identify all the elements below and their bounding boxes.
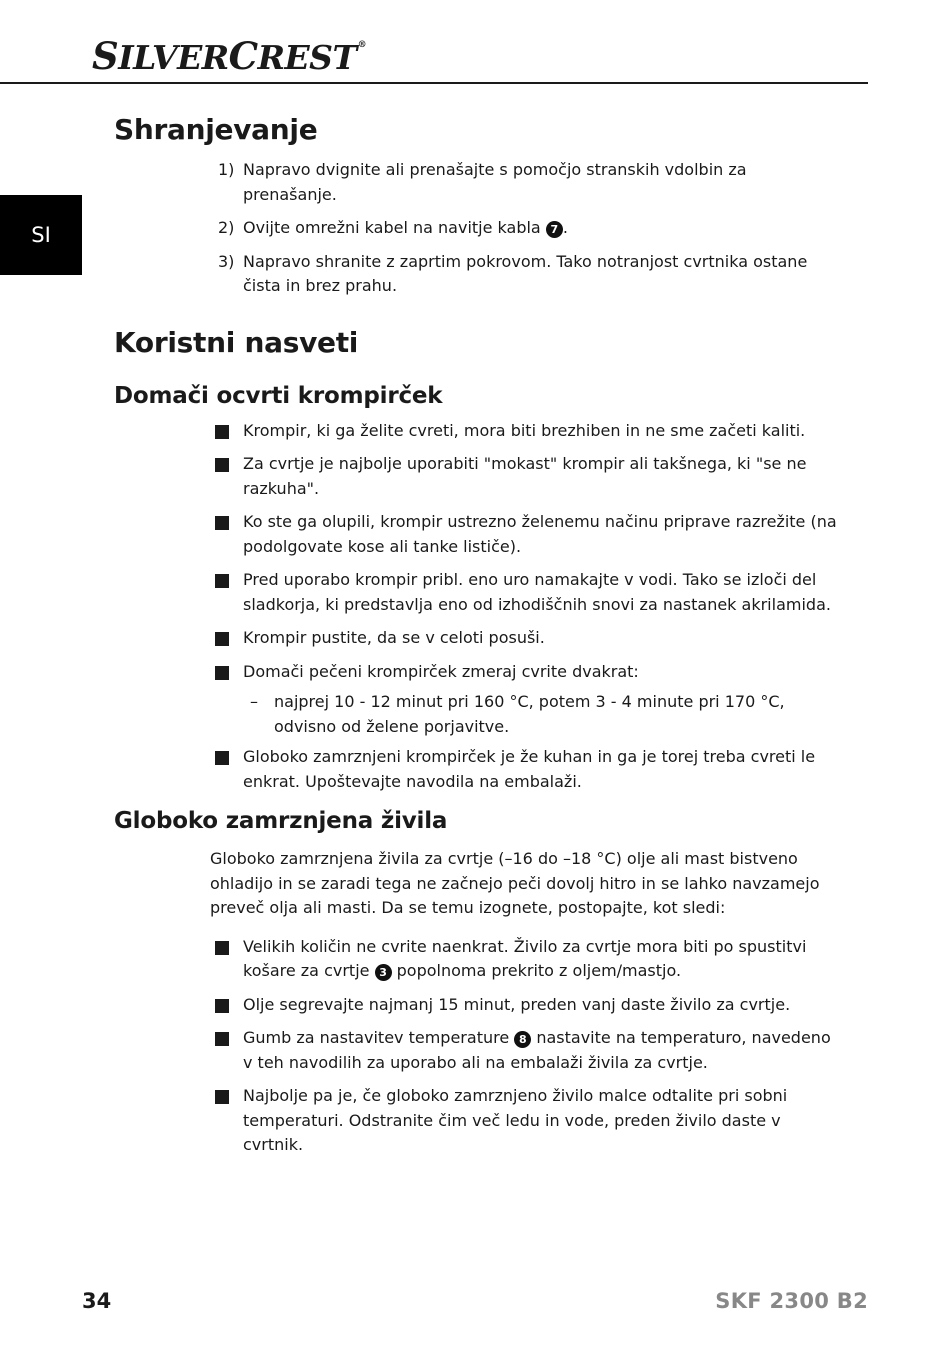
- list-item: [215, 510, 844, 559]
- subsection-title-fries: Domači ocvrti krompirček: [114, 382, 443, 409]
- header-rule: [0, 82, 868, 84]
- logo-text-rest: REST: [257, 38, 357, 77]
- tip-text: Krompir pustite, da se v celoti posuši.: [243, 628, 545, 647]
- tip-text-end: popolnoma prekrito z oljem/mastjo.: [391, 961, 682, 980]
- bullet-square-icon: [215, 1032, 229, 1046]
- list-item: [215, 935, 844, 984]
- step-number: 3): [218, 251, 235, 271]
- list-item: [218, 158, 844, 207]
- bullet-square-icon: [215, 516, 229, 530]
- list-item: [215, 626, 844, 651]
- subsection-title-frozen: Globoko zamrznjena živila: [114, 808, 448, 834]
- list-item: [218, 250, 844, 299]
- registered-mark: ®: [357, 40, 367, 50]
- step-text: Napravo shranite z zaprtim pokrovom. Tako notranjost cvrtnika ostane čista in brez prahu.: [243, 251, 808, 295]
- tip-text: Pred uporabo krompir pribl. eno uro namakajte v vodi. Tako se izloči del sladkorja, ki predstavlja eno od izhodiščnih snovi za nastanek akrilamida.: [243, 570, 831, 614]
- step-text-end: .: [562, 218, 568, 237]
- sub-list-item: [250, 690, 844, 739]
- list-item: [215, 1084, 844, 1158]
- bullet-square-icon: [215, 751, 229, 765]
- list-item: [215, 452, 844, 501]
- frozen-intro-paragraph: Globoko zamrznjena živila za cvrtje (–16 do –18 °C) olje ali mast bistveno ohladijo in se zaradi tega ne začnejo peči dovolj hitro in se lahko navzamejo preveč olja ali masti. Da se temu izognete, postopajte, kot sledi:: [210, 849, 820, 917]
- part-reference-badge: 3: [375, 964, 392, 981]
- sub-tip-text: najprej 10 - 12 minut pri 160 °C, potem 3 - 4 minute pri 170 °C, odvisno od želene porjavitve.: [274, 692, 785, 736]
- logo-letter-c: C: [228, 34, 258, 78]
- list-item: [215, 568, 844, 617]
- tip-text: Za cvrtje je najbolje uporabiti "mokast" krompir ali takšnega, ki "se ne razkuha".: [243, 454, 807, 498]
- storage-steps: [114, 158, 844, 299]
- brand-logo: [92, 34, 366, 78]
- section-title-tips: Koristni nasveti: [114, 325, 359, 359]
- bullet-square-icon: [215, 425, 229, 439]
- fries-tips-list: [114, 419, 844, 685]
- logo-letter-s: S: [92, 34, 119, 78]
- tip-text: Gumb za nastavitev temperature: [243, 1028, 515, 1047]
- tip-text-end: nastavite na temperaturo, navedeno v teh navodilih za uporabo ali na embalaži živila za cvrtje.: [243, 1028, 831, 1072]
- logo-text-ilver: ILVER: [118, 38, 229, 77]
- list-item: [215, 660, 844, 685]
- step-text: Ovijte omrežni kabel na navitje kabla: [243, 218, 546, 237]
- section-title-storage: Shranjevanje: [114, 113, 318, 146]
- part-reference-badge: 7: [546, 221, 563, 238]
- list-item: [215, 419, 844, 444]
- bullet-square-icon: [215, 632, 229, 646]
- tip-text: Ko ste ga olupili, krompir ustrezno želenemu načinu priprave razrežite (na podolgovate kose ali tanke lističe).: [243, 512, 837, 556]
- bullet-square-icon: [215, 574, 229, 588]
- list-item: [215, 993, 844, 1018]
- bullet-square-icon: [215, 941, 229, 955]
- step-text: Napravo dvignite ali prenašajte s pomočjo stranskih vdolbin za prenašanje.: [243, 160, 747, 204]
- tip-text: Olje segrevajte najmanj 15 minut, preden vanj daste živilo za cvrtje.: [243, 994, 791, 1014]
- fries-tips-list-cont: [114, 745, 844, 794]
- dash-marker: –: [250, 692, 258, 711]
- list-item: [215, 745, 844, 794]
- tip-text: Najbolje pa je, če globoko zamrznjeno živilo malce odtalite pri sobni temperaturi. Odstranite čim več ledu in vode, preden živilo daste v cvrtnik.: [243, 1086, 788, 1154]
- frozen-tips-list: [114, 935, 844, 1158]
- part-reference-badge: 8: [514, 1031, 531, 1048]
- model-number: SKF 2300 B2: [715, 1289, 868, 1313]
- page-number: 34: [82, 1289, 112, 1313]
- list-item: [218, 216, 844, 241]
- tip-text: Domači pečeni krompirček zmeraj cvrite dvakrat:: [243, 661, 639, 681]
- bullet-square-icon: [215, 666, 229, 680]
- tip-text: Krompir, ki ga želite cvreti, mora biti brezhiben in ne sme začeti kaliti.: [243, 420, 806, 440]
- step-number: 1): [218, 160, 235, 179]
- tip-text: Velikih količin ne cvrite naenkrat. Živilo za cvrtje mora biti po spustitvi košare za cvrtje: [243, 936, 807, 980]
- tip-text: Globoko zamrznjeni krompirček je že kuhan in ga je torej treba cvreti le enkrat. Upoštevajte navodila na embalaži.: [243, 747, 816, 791]
- bullet-square-icon: [215, 1090, 229, 1104]
- list-item: [215, 1026, 844, 1075]
- bullet-square-icon: [215, 999, 229, 1013]
- step-number: 2): [218, 218, 235, 237]
- language-tab: SI: [0, 195, 82, 275]
- fries-sub-list: [114, 690, 844, 739]
- page-content: [114, 112, 844, 1167]
- bullet-square-icon: [215, 458, 229, 472]
